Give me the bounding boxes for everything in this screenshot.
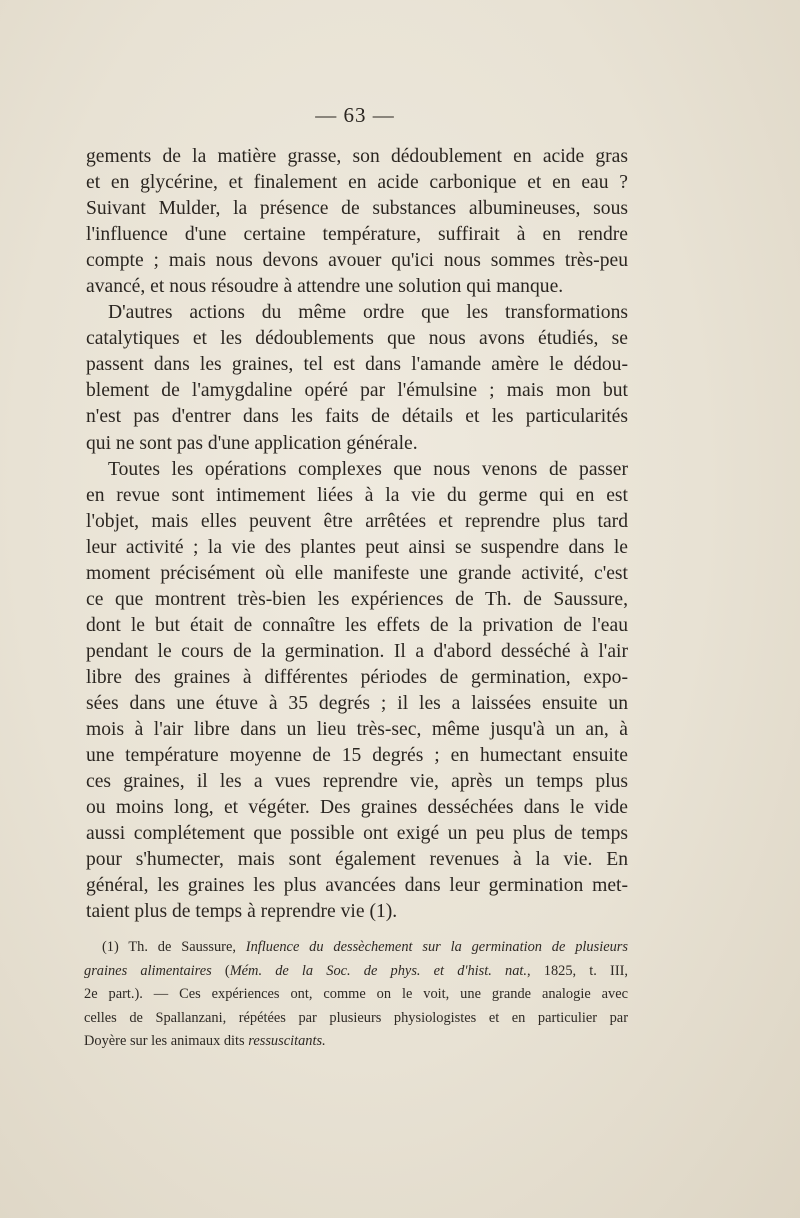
page-number: — 63 —	[315, 103, 395, 127]
footnote-text: Doyère sur les animaux dits	[84, 1033, 249, 1049]
text-line: gements de la matière grasse, son dédoublement en acide gras	[86, 146, 628, 167]
text-line: une température moyenne de 15 degrés ; en humectant ensuite	[86, 745, 628, 767]
text-line: ce que montrent très-bien les expériences de Th. de Saussure,	[86, 588, 628, 610]
text-line: général, les graines les plus avancées dans leur germination met-	[86, 875, 628, 897]
text-line: dont le but était de connaître les effets de la privation de l'eau	[86, 614, 628, 636]
text-line: catalytiques et les dédoublements que nous avons étudiés, se	[86, 328, 628, 350]
text-line: compte ; mais nous devons avouer qu'ici nous sommes très-peu	[86, 250, 628, 272]
text-line: moment précisément où elle manifeste une grande activité, c'est	[86, 562, 628, 584]
text-line: avancé, et nous résoudre à attendre une solution qui manque.	[86, 276, 564, 298]
footnote-title-cont: graines alimentaires	[84, 962, 212, 979]
text-line: sées dans une étuve à 35 degrés ; il les a laissées ensuite un	[86, 692, 628, 714]
footnote-text: (	[211, 962, 230, 979]
text-line: taient plus de temps à reprendre vie (1).	[86, 901, 398, 923]
footnote-ref: (1) Th. de Saussure,	[102, 939, 246, 955]
text-line: D'autres actions du même ordre que les transformations	[108, 302, 628, 324]
text-line: qui ne sont pas d'une application générale.	[86, 432, 418, 454]
text-line: pendant le cours de la germination. Il a d'abord desséché à l'air	[86, 640, 628, 662]
text-line: en revue sont intimement liées à la vie du germe qui en est	[86, 484, 628, 506]
text-line: mois à l'air libre dans un lieu très-sec, même jusqu'à un an, à	[86, 719, 628, 741]
text-line: l'influence d'une certaine température, suffirait à en rendre	[86, 224, 628, 246]
text-line: leur activité ; la vie des plantes peut ainsi se suspendre dans le	[86, 536, 628, 558]
main-text	[86, 144, 628, 925]
footnote-title: Influence du dessèchement sur la germination de plusieurs	[245, 939, 628, 955]
text-line: passent dans les graines, tel est dans l'amande amère le dédou-	[86, 354, 628, 376]
footnote-line	[84, 936, 628, 960]
text-line: Suivant Mulder, la présence de substances albumineuses, sous	[86, 198, 628, 220]
text-line: n'est pas d'entrer dans les faits de détails et les particularités	[86, 406, 628, 428]
footnote	[84, 936, 628, 1054]
footnote-source: Mém. de la Soc. de phys. et d'hist. nat.	[229, 962, 528, 979]
footnote-line	[84, 960, 628, 984]
text-line: ces graines, il les a vues reprendre vie, après un temps plus	[86, 771, 628, 793]
footnote-text: , 1825, t. III,	[527, 962, 629, 979]
text-line: et en glycérine, et finalement en acide carbonique et en eau ?	[86, 172, 628, 194]
text-line: l'objet, mais elles peuvent être arrêtées et reprendre plus tard	[86, 510, 628, 532]
text-line: ou moins long, et végéter. Des graines desséchées dans le vide	[86, 797, 628, 819]
text-line: aussi complétement que possible ont exigé un peu plus de temps	[86, 823, 628, 845]
footnote-line: 2e part.). — Ces expériences ont, comme on le voit, une grande analogie avec	[84, 986, 628, 1002]
text-line: pour s'humecter, mais sont également revenues à la vie. En	[86, 849, 628, 871]
footnote-line	[84, 1030, 628, 1054]
text-line: libre des graines à différentes périodes de germination, expo-	[86, 666, 628, 688]
footnote-line: celles de Spallanzani, répétées par plusieurs physiologistes et en particulier par	[84, 1009, 628, 1026]
footnote-italic: ressuscitants.	[248, 1033, 326, 1049]
text-line: blement de l'amygdaline opéré par l'émulsine ; mais mon but	[86, 380, 628, 402]
text-line: Toutes les opérations complexes que nous venons de passer	[108, 458, 628, 480]
